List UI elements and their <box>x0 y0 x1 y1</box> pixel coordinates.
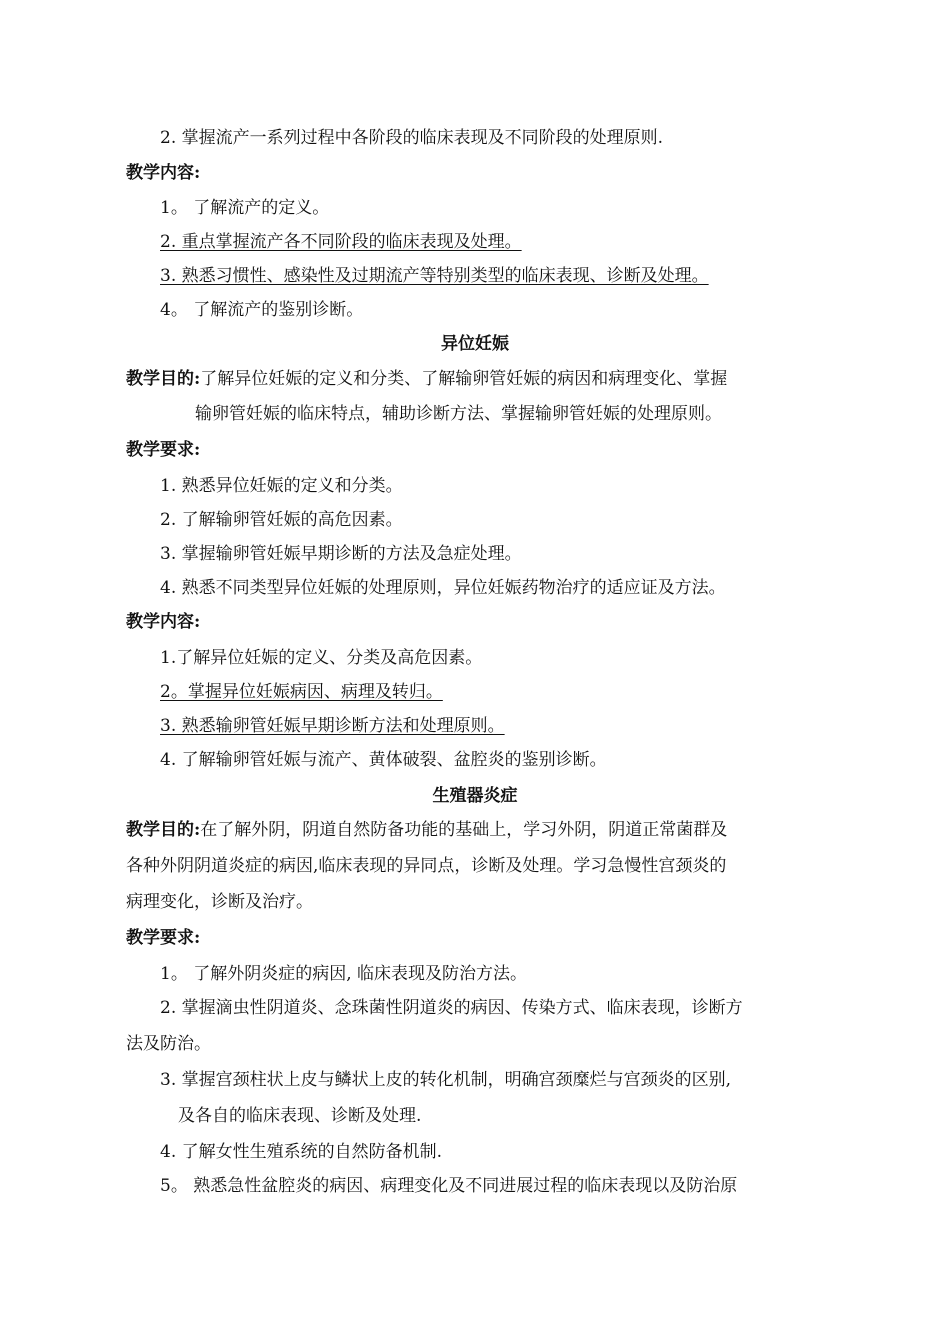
inflammation-req-item-2-cont: 法及防治。 <box>126 1034 211 1054</box>
inflammation-req-heading: 教学要求: <box>126 928 201 948</box>
inflammation-goal-line-1 <box>126 818 727 842</box>
liuchan-content-heading: 教学内容: <box>126 163 201 183</box>
ectopic-goal-text-1: 了解异位妊娠的定义和分类、了解输卵管妊娠的病因和病理变化、掌握 <box>200 369 728 389</box>
ectopic-content-heading: 教学内容: <box>126 612 201 632</box>
inflammation-goal-label: 教学目的: <box>126 820 201 840</box>
liuchan-content-item-2: 2. 重点掌握流产各不同阶段的临床表现及处理。 <box>160 232 522 252</box>
liuchan-content-item-3: 3. 熟悉习惯性、感染性及过期流产等特别类型的临床表现、诊断及处理。 <box>160 266 709 286</box>
ectopic-content-item-2: 2。掌握异位妊娠病因、病理及转归。 <box>160 682 443 702</box>
liuchan-content-item-4: 4。 了解流产的鉴别诊断。 <box>160 300 364 320</box>
inflammation-goal-text-1: 在了解外阴，阴道自然防备功能的基础上，学习外阴，阴道正常菌群及 <box>200 820 728 840</box>
ectopic-content-item-3: 3. 熟悉输卵管妊娠早期诊断方法和处理原则。 <box>160 716 505 736</box>
section-title-ectopic: 异位妊娠 <box>441 334 509 354</box>
ectopic-goal-line-1 <box>126 367 727 391</box>
inflammation-req-item-3: 3. 掌握宫颈柱状上皮与鳞状上皮的转化机制，明确宫颈糜烂与宫颈炎的区别, <box>160 1070 732 1090</box>
inflammation-req-item-2: 2. 掌握滴虫性阴道炎、念珠菌性阴道炎的病因、传染方式、临床表现，诊断方 <box>160 998 743 1018</box>
inflammation-goal-line-2: 各种外阴阴道炎症的病因,临床表现的异同点，诊断及处理。学习急慢性宫颈炎的 <box>126 856 727 876</box>
ectopic-goal-label: 教学目的: <box>126 369 201 389</box>
inflammation-req-item-1: 1。 了解外阴炎症的病因, 临床表现及防治方法。 <box>160 964 528 984</box>
ectopic-req-item-2: 2. 了解输卵管妊娠的高危因素。 <box>160 510 403 530</box>
ectopic-req-item-4: 4. 熟悉不同类型异位妊娠的处理原则，异位妊娠药物治疗的适应证及方法。 <box>160 578 726 598</box>
inflammation-req-item-5: 5。 熟悉急性盆腔炎的病因、病理变化及不同进展过程的临床表现以及防治原 <box>160 1176 738 1196</box>
inflammation-req-item-4: 4. 了解女性生殖系统的自然防备机制. <box>160 1142 443 1162</box>
section-title-inflammation: 生殖器炎症 <box>432 786 518 806</box>
ectopic-req-heading: 教学要求: <box>126 440 201 460</box>
inflammation-goal-line-3: 病理变化，诊断及治疗。 <box>126 892 313 912</box>
liuchan-req-item-2: 2. 掌握流产一系列过程中各阶段的临床表现及不同阶段的处理原则. <box>160 128 664 148</box>
ectopic-req-item-3: 3. 掌握输卵管妊娠早期诊断的方法及急症处理。 <box>160 544 522 564</box>
ectopic-content-item-1: 1.了解异位妊娠的定义、分类及高危因素。 <box>160 648 483 668</box>
liuchan-content-item-1: 1。 了解流产的定义。 <box>160 198 330 218</box>
inflammation-req-item-3-cont: 及各自的临床表现、诊断及处理. <box>178 1106 422 1126</box>
ectopic-req-item-1: 1. 熟悉异位妊娠的定义和分类。 <box>160 476 403 496</box>
ectopic-content-item-4: 4. 了解输卵管妊娠与流产、黄体破裂、盆腔炎的鉴别诊断。 <box>160 750 607 770</box>
ectopic-goal-line-2: 输卵管妊娠的临床特点，辅助诊断方法、掌握输卵管妊娠的处理原则。 <box>195 404 722 424</box>
